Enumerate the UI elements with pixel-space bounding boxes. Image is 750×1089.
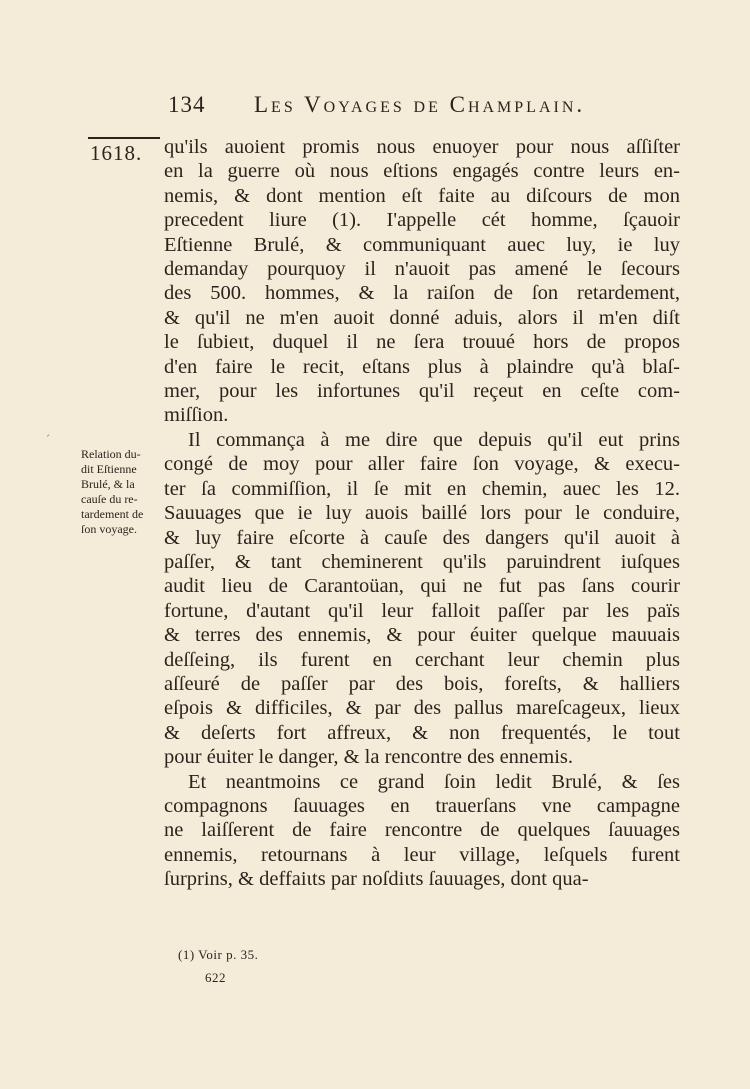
text-line: Et neantmoins ce grand ſoin ledit Brulé, & ſes [188, 770, 680, 793]
text-line: compagnons ſauuages en trauerſans vne campagne [164, 794, 680, 817]
text-line: deſſeing, ils furent en cerchant leur chemin plus [164, 648, 680, 671]
text-line: ſurprins, & deffaiɩts par noſdiɩts ſauuages, dont qua- [164, 868, 589, 891]
margin-note-line: Relation du- [81, 447, 141, 461]
text-line: Il commança à me dire que depuis qu'il eut prins [188, 428, 680, 451]
text-line: miſſion. [164, 404, 229, 427]
text-line: & luy faire eſcorte à cauſe des dangers qu'il auoit à [164, 526, 680, 549]
text-line: le ſubieɩt, duquel il ne ſera trouué hors de propos [164, 331, 680, 354]
text-line: des 500. hommes, & la raiſon de ſon retardement, [164, 282, 680, 305]
margin-note-line: cauſe du re- [81, 492, 138, 506]
text-line: congé de moy pour aller faire ſon voyage, & execu- [164, 453, 680, 476]
text-line: en la guerre où nous eſtions engagés contre leurs en- [164, 160, 680, 183]
text-line: paſſer, & tant cheminerent qu'ils paruindrent iuſques [164, 550, 680, 573]
text-line: precedent liure (1). I'appelle cét homme, ſçauoir [164, 209, 680, 232]
text-line: ter ſa commiſſion, il ſe mit en chemin, auec les 12. [164, 477, 680, 500]
margin-note-line: ſon voyage. [81, 522, 137, 536]
text-line: demanday pourquoy il n'auoit pas amené le ſecours [164, 258, 680, 281]
text-line: audit lieu de Carantoüan, qui ne fut pas ſans courir [164, 575, 680, 598]
footnote: (1) Voir p. 35. [178, 947, 259, 962]
body-text [164, 135, 680, 892]
signature-mark: 622 [205, 970, 226, 985]
text-line: pour éuiter le danger, & la rencontre des ennemis. [164, 746, 574, 769]
text-line: Sauuages que ie luy auois baillé lors pour le conduire, [164, 502, 680, 525]
text-line: d'en faire le recit, eſtans plus à plaindre qu'à blaſ- [164, 355, 680, 378]
page-number: 134 [168, 92, 206, 117]
text-line: Eſtienne Brulé, & communiquant auec luy, ie luy [164, 233, 680, 256]
margin-note-line: dit Eſtienne [81, 462, 137, 476]
text-line: qu'ils auoient promis nous enuoyer pour nous aſſiſter [164, 136, 680, 158]
text-line: & deſerts fort affreux, & non frequentés, le tout [164, 721, 680, 744]
margin-year: 1618. [90, 141, 143, 165]
stray-mark: ˊ [46, 432, 50, 446]
margin-note-line: tardement de [81, 507, 144, 521]
text-line: ennemis, retournans à leur village, leſquels furent [164, 843, 680, 866]
text-line: aſſeuré de paſſer par des bois, foreſts, & halliers [164, 672, 680, 695]
year-rule [88, 137, 160, 139]
text-line: & qu'il ne m'en auoit donné aduis, alors il m'en diſt [164, 306, 680, 329]
margin-note-line: Brulé, & la [81, 477, 135, 491]
text-line: eſpois & difficiles, & par des pallus mareſcageux, lieux [164, 697, 680, 720]
text-line: fortune, d'autant qu'il leur falloit paſſer par les païs [164, 599, 680, 622]
text-line: mer, pour les infortunes qu'il reçeut en ceſte com- [164, 380, 680, 403]
text-line: & terres des ennemis, & pour éuiter quelque mauuais [164, 624, 680, 647]
margin-note [81, 447, 161, 537]
text-line: nemis, & dont mention eſt faite au diſcours de mon [164, 184, 680, 207]
running-header [168, 92, 688, 118]
text-line: ne laiſſerent de faire rencontre de quelques ſauuages [164, 819, 680, 842]
running-title: Les Voyages de Champlain. [254, 92, 586, 117]
